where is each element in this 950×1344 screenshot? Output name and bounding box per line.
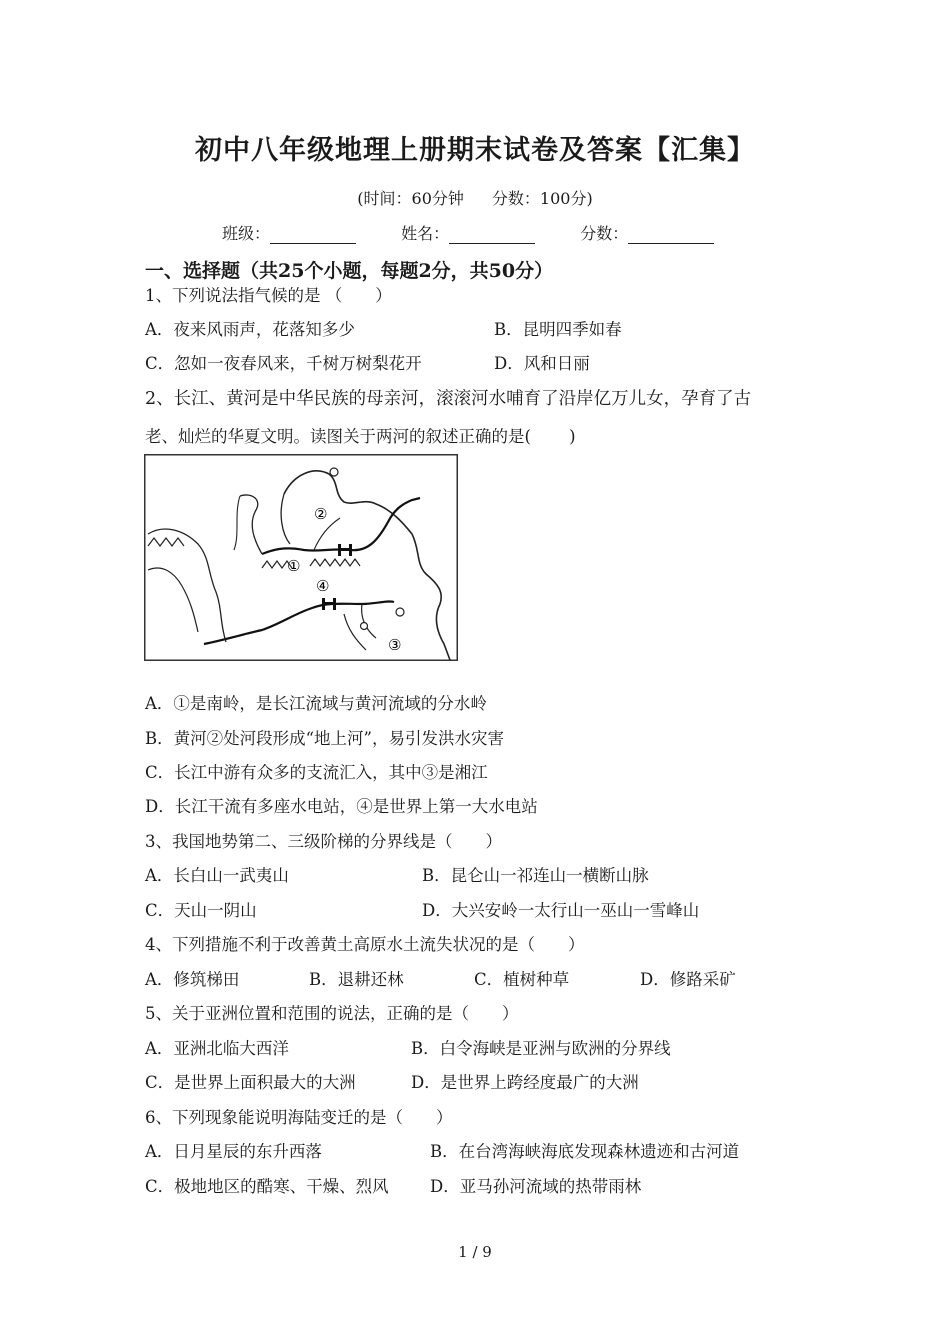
map-label-2: ② [314,505,328,523]
option-c: C．极地地区的酷寒、干燥、烈风 [145,1177,389,1196]
option-b: B．在台湾海峡海底发现森林遗迹和古河道 [430,1142,740,1161]
option-b: B．昆明四季如春 [494,320,622,339]
option-c: C．是世界上面积最大的大洲 [145,1073,356,1092]
exam-time: (时间：60分钟 [357,189,464,208]
question-stem: 4、下列措施不利于改善黄土高原水土流失状况的是（ ） [145,935,585,954]
option-d: D．风和日丽 [494,354,590,373]
map-label-3: ③ [388,636,402,654]
option-b: B．昆仑山一祁连山一横断山脉 [422,866,649,885]
option-a: A．夜来风雨声，花落知多少 [145,320,355,339]
option-b: B．白令海峡是亚洲与欧洲的分界线 [411,1039,671,1058]
class-field: 班级： [222,221,356,244]
page-title: 初中八年级地理上册期末试卷及答案【汇集】 [195,135,755,166]
option-b: B．黄河②处河段形成“地上河”，易引发洪水灾害 [145,729,504,748]
question-stem: 3、我国地势第二、三级阶梯的分界线是（ ） [145,832,502,851]
map-label-4: ④ [316,577,330,595]
option-d: D．大兴安岭一太行山一巫山一雪峰山 [422,901,700,920]
class-blank[interactable] [270,227,356,244]
option-d: D．是世界上跨经度最广的大洲 [411,1073,639,1092]
exam-score: 分数：100分) [491,189,593,208]
option-a: A．修筑梯田 [145,970,240,989]
option-a: A．亚洲北临大西洋 [145,1039,289,1058]
option-c: C．长江中游有众多的支流汇入，其中③是湘江 [145,763,488,782]
option-c: C．忽如一夜春风来，千树万树梨花开 [145,354,422,373]
score-blank[interactable] [628,227,714,244]
option-a: A．日月星辰的东升西落 [145,1142,322,1161]
name-blank[interactable] [449,227,535,244]
name-field: 姓名： [401,221,535,244]
exam-meta [0,186,950,209]
section-heading: 一、选择题（共25个小题，每题2分，共50分） [145,260,554,282]
option-d: D．亚马孙河流域的热带雨林 [430,1177,642,1196]
student-fields [222,221,754,244]
score-field: 分数： [580,221,714,244]
option-a: A．①是南岭，是长江流域与黄河流域的分水岭 [145,694,487,713]
option-a: A．长白山一武夷山 [145,866,289,885]
question-stem: 5、关于亚洲位置和范围的说法，正确的是（ ） [145,1004,519,1023]
page-number: 1 / 9 [458,1243,492,1261]
option-c: C．植树种草 [474,970,570,989]
river-map [144,454,458,661]
map-label-1: ① [287,557,301,575]
option-d: D．修路采矿 [640,970,736,989]
question-stem: 6、下列现象能说明海陆变迁的是（ ） [145,1108,453,1127]
question-stem: 1、下列说法指气候的是 （ ） [145,286,392,305]
option-c: C．天山一阴山 [145,901,257,920]
option-d: D．长江干流有多座水电站，④是世界上第一大水电站 [145,797,538,816]
question-stem-cont: 老、灿烂的华夏文明。读图关于两河的叙述正确的是( ) [145,427,576,446]
option-b: B．退耕还林 [309,970,404,989]
question-stem: 2、长江、黄河是中华民族的母亲河，滚滚河水哺育了沿岸亿万儿女，孕育了古 [145,389,752,409]
